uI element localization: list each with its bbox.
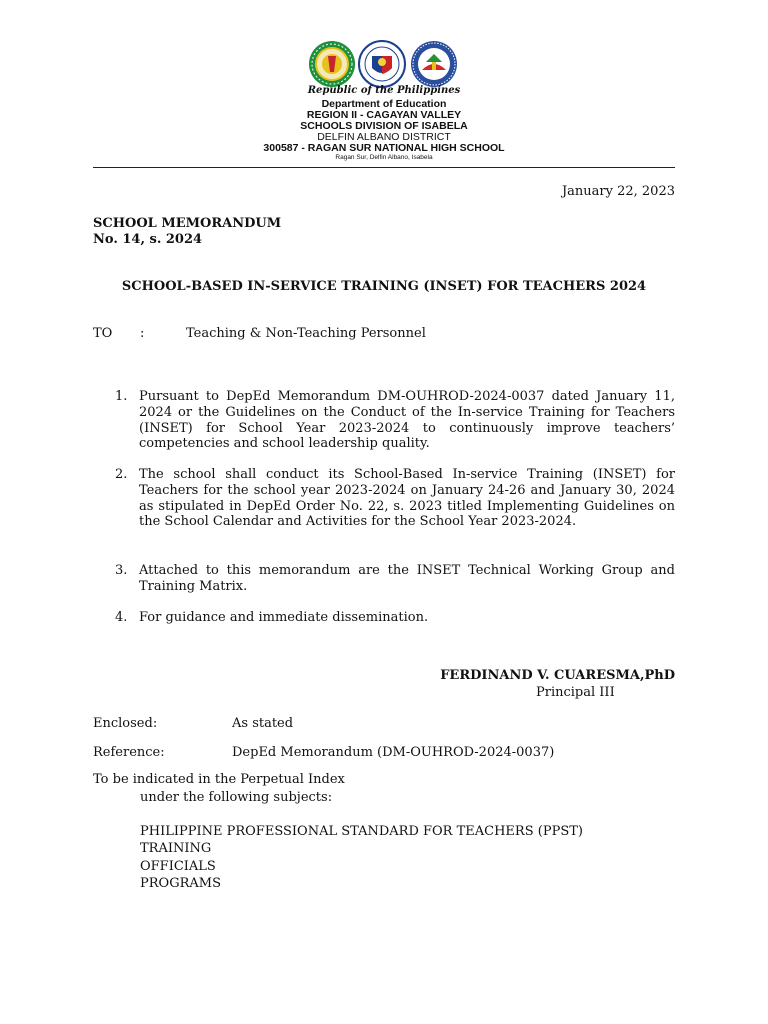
list-item-number: 4. (115, 610, 128, 625)
index-subject: OFFICIALS (140, 858, 216, 874)
school-line: 300587 - RAGAN SUR NATIONAL HIGH SCHOOL (263, 142, 505, 154)
reference-label: Reference: (93, 745, 165, 760)
memo-title: SCHOOL MEMORANDUM (93, 216, 282, 231)
republic-line: Republic of the Philippines (307, 85, 461, 96)
signatory-name: FERDINAND V. CUARESMA,PhD (440, 668, 675, 683)
region-line: REGION II - CAGAYAN VALLEY (306, 109, 462, 121)
list-item-text: For guidance and immediate dissemination. (139, 610, 429, 625)
district-line: DELFIN ALBANO DISTRICT (317, 131, 451, 143)
memo-date: January 22, 2023 (561, 184, 675, 199)
department-line: Department of Education (321, 98, 447, 110)
to-colon: : (140, 326, 145, 341)
school-seal-icon (410, 40, 458, 88)
index-subject: TRAINING (140, 841, 212, 857)
perpetual-index-subline: under the following subjects: (140, 790, 333, 805)
header-seals (0, 40, 768, 90)
enclosed-value: As stated (232, 716, 294, 731)
list-item-number: 1. (115, 389, 128, 404)
index-subject: PHILIPPINE PROFESSIONAL STANDARD FOR TEACHERS (PPST) (140, 824, 583, 839)
list-item (93, 389, 675, 452)
memo-number: No. 14, s. 2024 (93, 232, 203, 247)
division-line: SCHOOLS DIVISION OF ISABELA (300, 120, 468, 132)
list-item (93, 467, 675, 530)
list-item-text: Attached to this memorandum are the INSET Technical Working Group and Training Matrix. (139, 563, 675, 594)
enclosed-label: Enclosed: (93, 716, 158, 731)
list-item-text: The school shall conduct its School-Based In-service Training (INSET) for Teachers for the school year 2023-2024 on January 24-26 and January 30, 2024 as stipulated in DepEd Order No. 22, s. 2023 titled Implementing Guidelines on the School Calendar and Activities for the School Year 2023-2024. (139, 467, 675, 530)
to-label: TO (93, 326, 113, 341)
kagawaran-seal-icon (358, 40, 406, 88)
memo-subject: SCHOOL-BASED IN-SERVICE TRAINING (INSET) FOR TEACHERS 2024 (121, 279, 647, 294)
header-divider (93, 167, 675, 168)
list-item (93, 610, 675, 626)
to-recipients: Teaching & Non-Teaching Personnel (186, 326, 426, 341)
list-item-number: 2. (115, 467, 128, 482)
list-item-number: 3. (115, 563, 128, 578)
signatory-title: Principal III (536, 685, 615, 700)
address-line: Ragan Sur, Delfin Albano, Isabela (335, 154, 433, 161)
deped-seal-icon (308, 40, 356, 88)
list-item (93, 563, 675, 595)
index-subject: PROGRAMS (140, 875, 221, 891)
list-item-text: Pursuant to DepEd Memorandum DM-OUHROD-2024-0037 dated January 11, 2024 or the Guidelines on the Conduct of the In-service Training for Teachers (INSET) for School Year 2023-2024 to continuously improve teachers’ competencies and school leadership quality. (139, 389, 675, 452)
reference-value: DepEd Memorandum (DM-OUHROD-2024-0037) (232, 745, 555, 760)
index-subjects (140, 823, 583, 892)
perpetual-index-line: To be indicated in the Perpetual Index (93, 772, 345, 787)
